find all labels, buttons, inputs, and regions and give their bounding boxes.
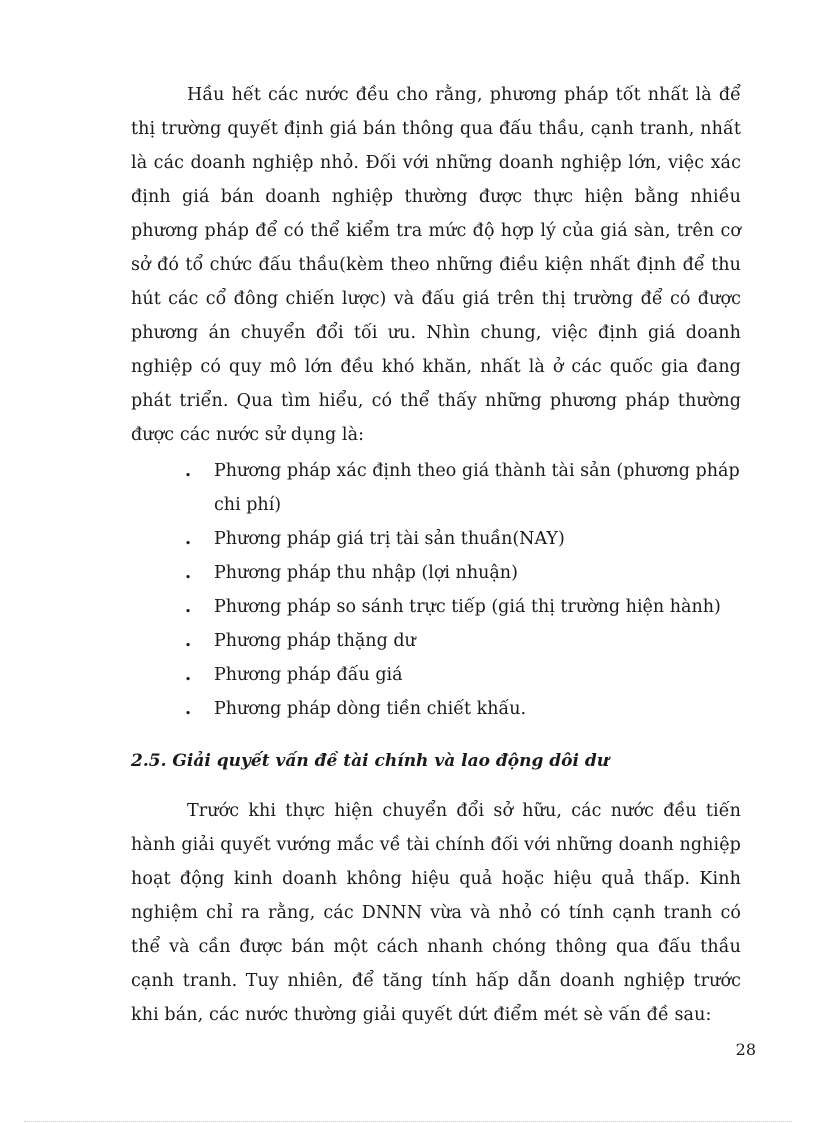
section-heading: 2.5. Giải quyết vấn đề tài chính và lao động dôi dư: [131, 751, 610, 771]
bullet-marker: .: [185, 529, 192, 549]
list-item: [131, 692, 741, 726]
bullet-marker: .: [185, 665, 192, 685]
page-number: 28: [735, 1040, 756, 1059]
body-paragraph-methods-intro: Hầu hết các nước đều cho rằng, phương pháp tốt nhất là để thị trường quyết định giá bán thông qua đấu thầu, cạnh tranh, nhất là các doanh nghiệp nhỏ. Đối với những doanh nghiệp lớn, việc xác định giá bán doanh nghiệp thường được thực hiện bằng nhiều phương pháp để có thể kiểm tra mức độ hợp lý của giá sàn, trên cơ sở đó tổ chức đấu thầu(kèm theo những điều kiện nhất định để thu hút các cổ đông chiến lược) và đấu giá trên thị trường để có được phương án chuyển đổi tối ưu. Nhìn chung, việc định giá doanh nghiệp có quy mô lớn đều khó khăn, nhất là ở các quốc gia đang phát triển. Qua tìm hiểu, có thể thấy những phương pháp thường được các nước sử dụng là:: [131, 85, 741, 445]
footer-divider: [24, 1121, 792, 1122]
list-item-text: Phương pháp đấu giá: [214, 665, 403, 685]
bullet-marker: .: [185, 563, 192, 583]
list-item-text: Phương pháp thặng dư: [214, 631, 416, 651]
list-item: [131, 556, 741, 590]
list-item-text: Phương pháp so sánh trực tiếp (giá thị trường hiện hành): [214, 597, 721, 617]
body-paragraph-financial-issues: Trước khi thực hiện chuyển đổi sở hữu, các nước đều tiến hành giải quyết vướng mắc về tài chính đối với những doanh nghiệp hoạt động kinh doanh không hiệu quả hoặc hiệu quả thấp. Kinh nghiệm chỉ ra rằng, các DNNN vừa và nhỏ có tính cạnh tranh có thể và cần được bán một cách nhanh chóng thông qua đấu thầu cạnh tranh. Tuy nhiên, để tăng tính hấp dẫn doanh nghiệp trước khi bán, các nước thường giải quyết dứt điểm mét sè vấn đề sau:: [131, 801, 741, 1025]
list-item: [131, 522, 741, 556]
list-item-text: Phương pháp xác định theo giá thành tài sản (phương pháp chi phí): [214, 461, 740, 515]
list-item: [131, 624, 741, 658]
list-item: [131, 454, 741, 522]
list-item-text: Phương pháp thu nhập (lợi nhuận): [214, 563, 518, 583]
valuation-methods-list: [131, 454, 741, 726]
list-item: [131, 590, 741, 624]
list-item-text: Phương pháp giá trị tài sản thuần(NAY): [214, 529, 565, 549]
bullet-marker: .: [185, 597, 192, 617]
bullet-marker: .: [185, 461, 192, 481]
list-item: [131, 658, 741, 692]
list-item-text: Phương pháp dòng tiền chiết khấu.: [214, 699, 527, 719]
bullet-marker: .: [185, 699, 192, 719]
bullet-marker: .: [185, 631, 192, 651]
